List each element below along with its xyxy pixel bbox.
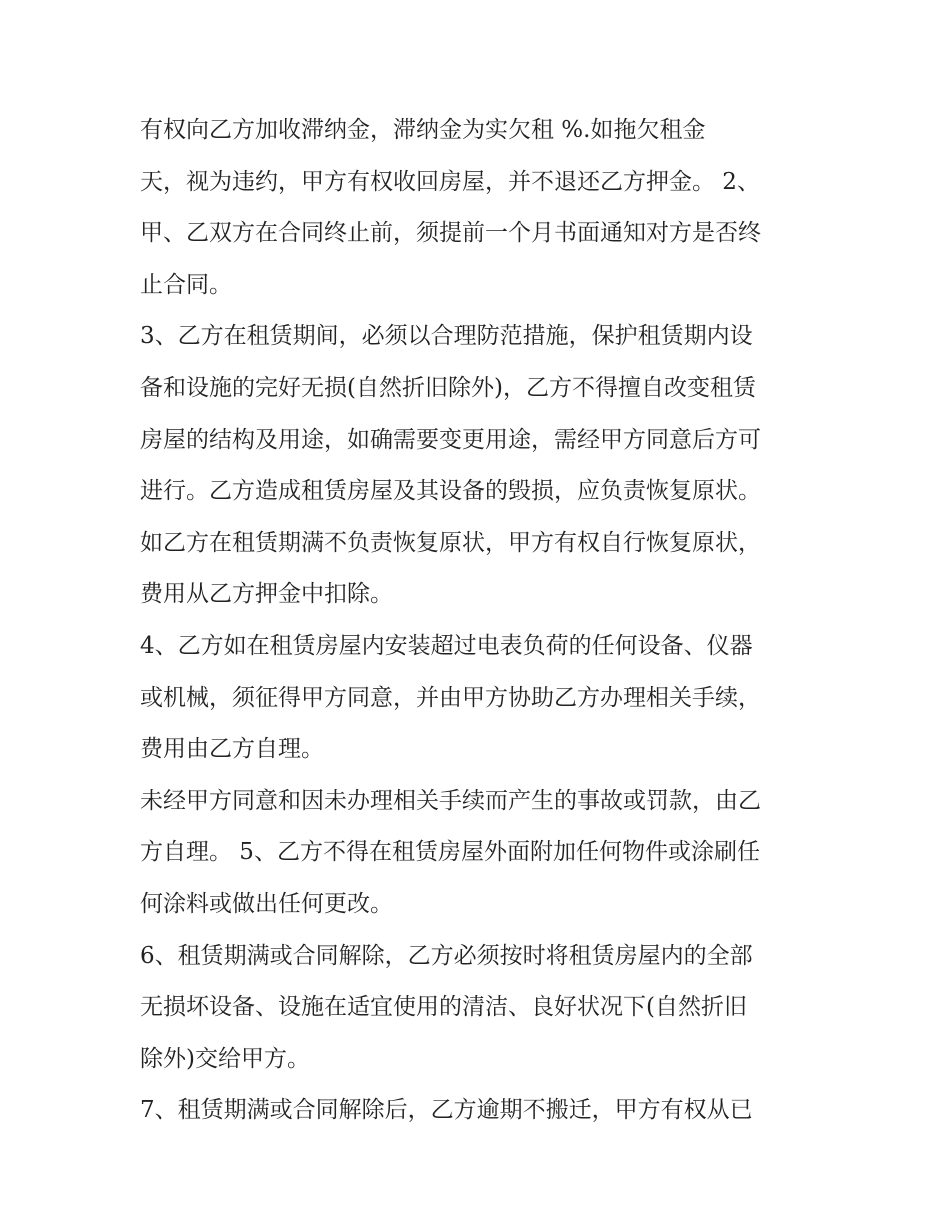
text-line: 房屋的结构及用途，如确需要变更用途，需经甲方同意后方可: [140, 426, 761, 453]
text-line: 何涂料或做出任何更改。: [140, 890, 393, 917]
text-line: 天，视为违约，甲方有权收回房屋，并不退还乙方押金。 2、: [140, 168, 760, 195]
document-body: [140, 109, 820, 1141]
text-line: 6、租赁期满或合同解除，乙方必须按时将租赁房屋内的全部: [140, 942, 753, 969]
text-line: 费用由乙方自理。: [140, 736, 324, 763]
text-line: 甲、乙双方在合同终止前，须提前一个月书面通知对方是否终: [140, 220, 761, 247]
text-line: 方自理。 5、乙方不得在租赁房屋外面附加任何物件或涂刷任: [140, 839, 760, 866]
text-line: 费用从乙方押金中扣除。: [140, 581, 393, 608]
text-line: 4、乙方如在租赁房屋内安装超过电表负荷的任何设备、仪器: [140, 632, 753, 659]
text-line: 除外)交给甲方。: [140, 1045, 310, 1072]
text-line: 进行。乙方造成租赁房屋及其设备的毁损，应负责恢复原状。: [140, 478, 761, 505]
text-line: 止合同。: [140, 271, 232, 298]
text-line: 或机械，须征得甲方同意，并由甲方协助乙方办理相关手续，: [140, 684, 761, 711]
text-line: 3、乙方在租赁期间，必须以合理防范措施，保护租赁期内设: [140, 323, 753, 350]
text-line: 如乙方在租赁期满不负责恢复原状，甲方有权自行恢复原状，: [140, 529, 761, 556]
text-line: 备和设施的完好无损(自然折旧除外)，乙方不得擅自改变租赁: [140, 374, 756, 401]
text-line: 有权向乙方加收滞纳金，滞纳金为实欠租 %.如拖欠租金: [140, 117, 706, 143]
text-line: 未经甲方同意和因未办理相关手续而产生的事故或罚款，由乙: [140, 787, 761, 814]
text-line: 7、租赁期满或合同解除后，乙方逾期不搬迁，甲方有权从已: [140, 1097, 753, 1124]
text-line: 无损坏设备、设施在适宜使用的清洁、良好状况下(自然折旧: [140, 994, 747, 1021]
